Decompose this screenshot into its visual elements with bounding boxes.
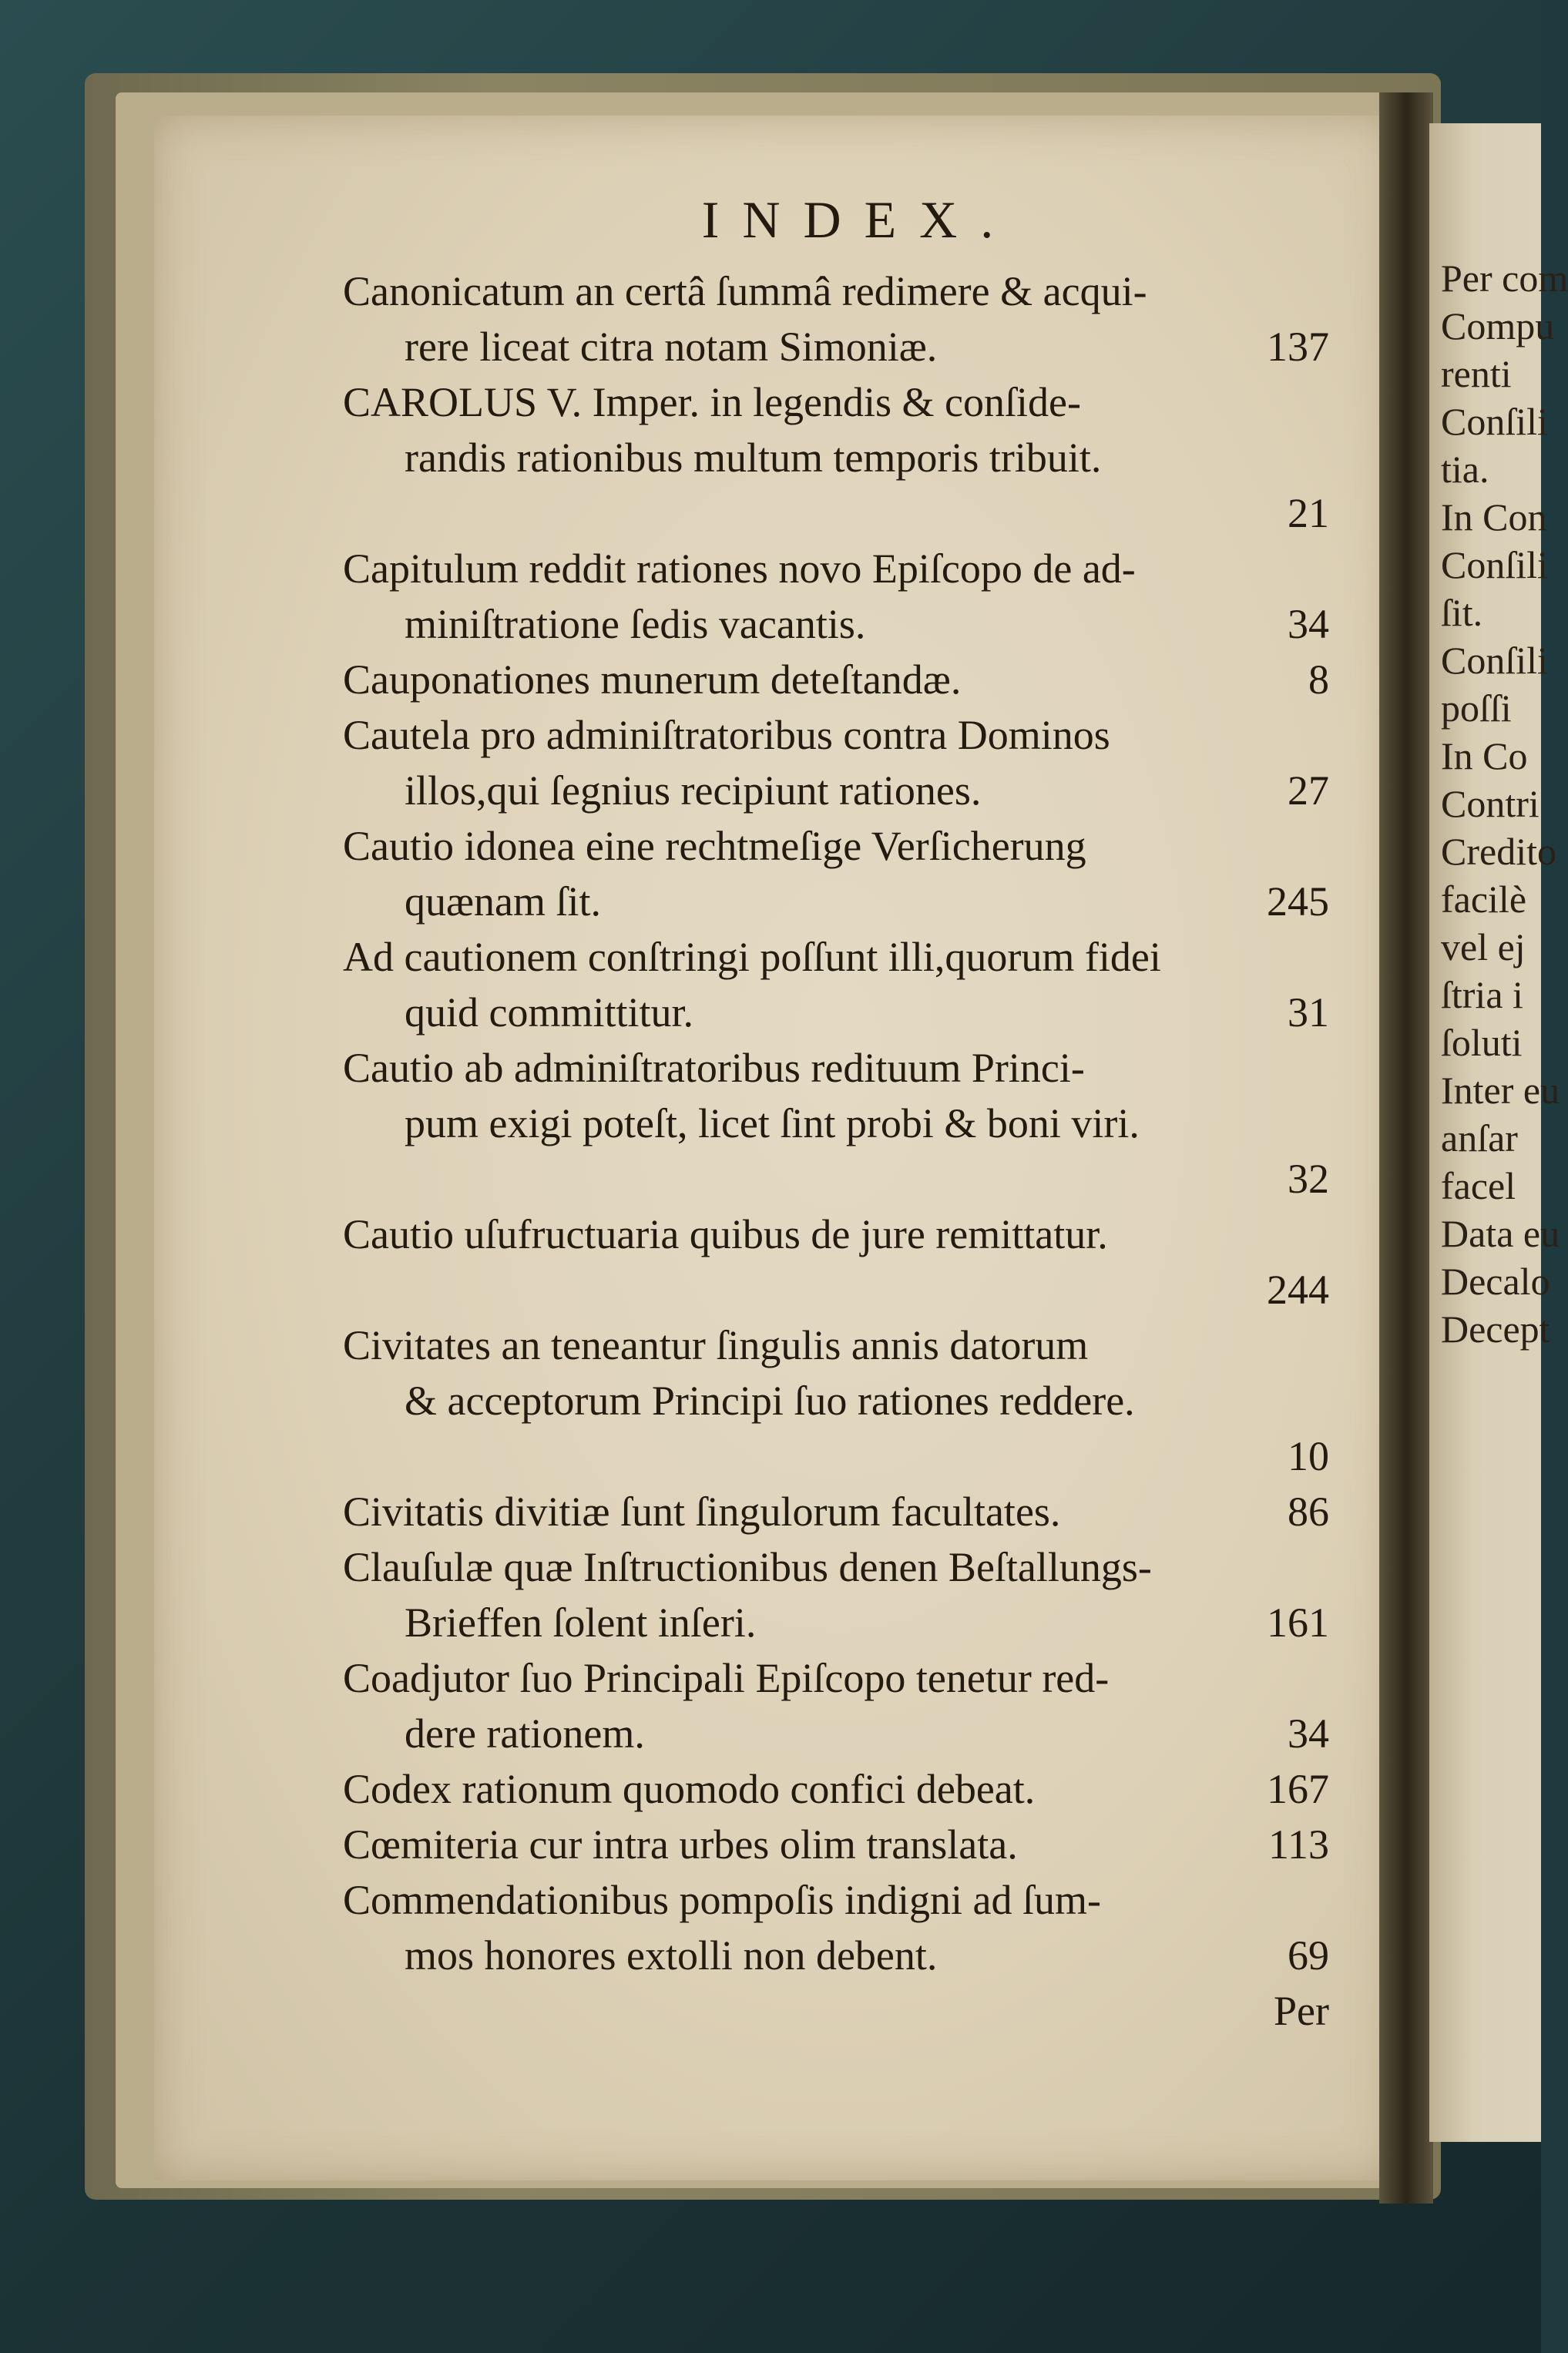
index-entry [343,929,1329,1040]
entry-line: miniſtratione ſedis vacantis. 34 [343,596,1329,652]
facing-page-fragment: anſar [1441,1116,1518,1160]
entry-line: CAROLUS V. Imper. in legendis & conſide- [343,379,1081,425]
entry-line: Civitates an teneantur ſingulis annis datorum [343,1322,1089,1368]
facing-page-fragment: Data eu [1441,1212,1560,1255]
entry-line: mos honores extolli non debent. 69 [343,1928,1329,1983]
facing-page-fragment: Contri [1441,782,1539,825]
facing-page-fragment: poſſi [1441,686,1512,730]
page-reference: 34 [1288,1710,1329,1757]
entry-line: Cautio ab adminiſtratoribus redituum Princi- [343,1045,1085,1091]
entry-line: pum exigi poteſt, licet ſint probi & boni viri. [405,1100,1140,1146]
facing-page-fragment: ſoluti [1441,1021,1523,1064]
page-reference: 167 [1267,1766,1329,1812]
entry-line: Brieffen ſolent inſeri. 161 [343,1595,1329,1650]
page-reference: 8 [1308,656,1329,703]
index-entry [343,1207,1329,1317]
entry-line: Commendationibus pompoſis indigni ad ſum- [343,1877,1101,1923]
entry-line: Coadjutor ſuo Principali Epiſcopo tenetur red- [343,1655,1110,1701]
entry-line: illos,qui ſegnius recipiunt rationes. 27 [343,763,1329,818]
entry-line: Cautela pro adminiſtratoribus contra Dominos [343,712,1110,758]
page-reference: 10 [1288,1433,1329,1479]
facing-page-fragment: facel [1441,1164,1516,1207]
entry-line: Cautio uſufructuaria quibus de jure remittatur. [343,1211,1108,1257]
facing-page-fragment: Decept [1441,1307,1550,1351]
running-head: INDEX. [701,190,1017,249]
index-entry [343,541,1329,652]
facing-page-fragment: tia. [1441,448,1489,491]
facing-page-fragment: ſit. [1441,591,1483,634]
entry-line: quænam ſit. 245 [343,874,1329,929]
facing-page-fragment: facilè [1441,878,1527,921]
page-reference: 245 [1267,878,1329,925]
entry-line: quid committitur. 31 [343,985,1329,1040]
page-reference: 31 [1288,989,1329,1036]
facing-page-fragment: Conſili [1441,400,1548,443]
page-reference: 244 [1267,1267,1329,1313]
entry-line: Canonicatum an certâ ſummâ redimere & acqui- [343,268,1147,314]
index-entry [343,1040,1329,1207]
index-entry [343,374,1329,541]
entry-line: randis rationibus multum temporis tribuit. [405,435,1102,481]
entry-line: Clauſulæ quæ Inſtructionibus denen Beſtallungs- [343,1544,1152,1590]
entry-line: rere liceat citra notam Simoniæ. 137 [343,319,1329,374]
entry-line: Civitatis divitiæ ſunt ſingulorum facultates. 86 [343,1484,1329,1539]
index-entry [343,1539,1329,1650]
page-reference: 161 [1267,1599,1329,1646]
facing-page-fragment: Conſili [1441,543,1548,586]
facing-page-fragment: Per com [1441,257,1568,300]
index-entry [343,1317,1329,1484]
facing-page-fragment: Decalo [1441,1260,1550,1303]
facing-page-fragment: vel ej [1441,925,1526,968]
catchword: Per [1274,1988,1329,2034]
entry-line: Cœmiteria cur intra urbes olim translata. 113 [343,1817,1329,1872]
entry-line: Ad cautionem conſtringi poſſunt illi,quorum fidei [343,934,1161,980]
facing-page-fragment: renti [1441,352,1512,395]
page-reference: 113 [1268,1821,1329,1868]
entry-line: Cautio idonea eine rechtmeſige Verſicherung [343,823,1086,869]
index-text-block [343,185,1329,2039]
facing-page-fragment: In Con [1441,495,1547,539]
facing-page-fragment: Conſili [1441,639,1548,682]
entry-line: Codex rationum quomodo confici debeat. 167 [343,1761,1329,1817]
page-reference: 21 [1288,490,1329,536]
page-reference: 137 [1267,324,1329,370]
index-entry [343,1650,1329,1761]
facing-page-fragment: Inter eu [1441,1069,1560,1112]
index-entry [343,818,1329,929]
entry-line: Cauponationes munerum deteſtandæ. 8 [343,652,1329,707]
index-entry [343,652,1329,707]
index-entry [343,1817,1329,1872]
page-reference: 32 [1288,1156,1329,1202]
entry-line: & acceptorum Principi ſuo rationes reddere. [405,1378,1135,1424]
page-reference: 69 [1288,1932,1329,1979]
page-reference: 86 [1288,1489,1329,1535]
page-reference: 27 [1288,767,1329,814]
index-entry [343,707,1329,818]
facing-page-text [1441,254,1568,1353]
facing-page-fragment: Credito [1441,830,1556,873]
facing-page-fragment: In Co [1441,734,1528,777]
page-reference: 34 [1288,601,1329,647]
index-entries [343,263,1329,1983]
facing-page-fragment: Compu [1441,304,1555,347]
index-entry [343,263,1329,374]
index-entry [343,1761,1329,1817]
book-gutter [1379,92,1433,2204]
facing-page-fragment: ſtria i [1441,973,1523,1016]
index-entry [343,1872,1329,1983]
entry-line: Capitulum reddit rationes novo Epiſcopo de ad- [343,545,1136,592]
entry-line: dere rationem. 34 [343,1706,1329,1761]
index-entry [343,1484,1329,1539]
